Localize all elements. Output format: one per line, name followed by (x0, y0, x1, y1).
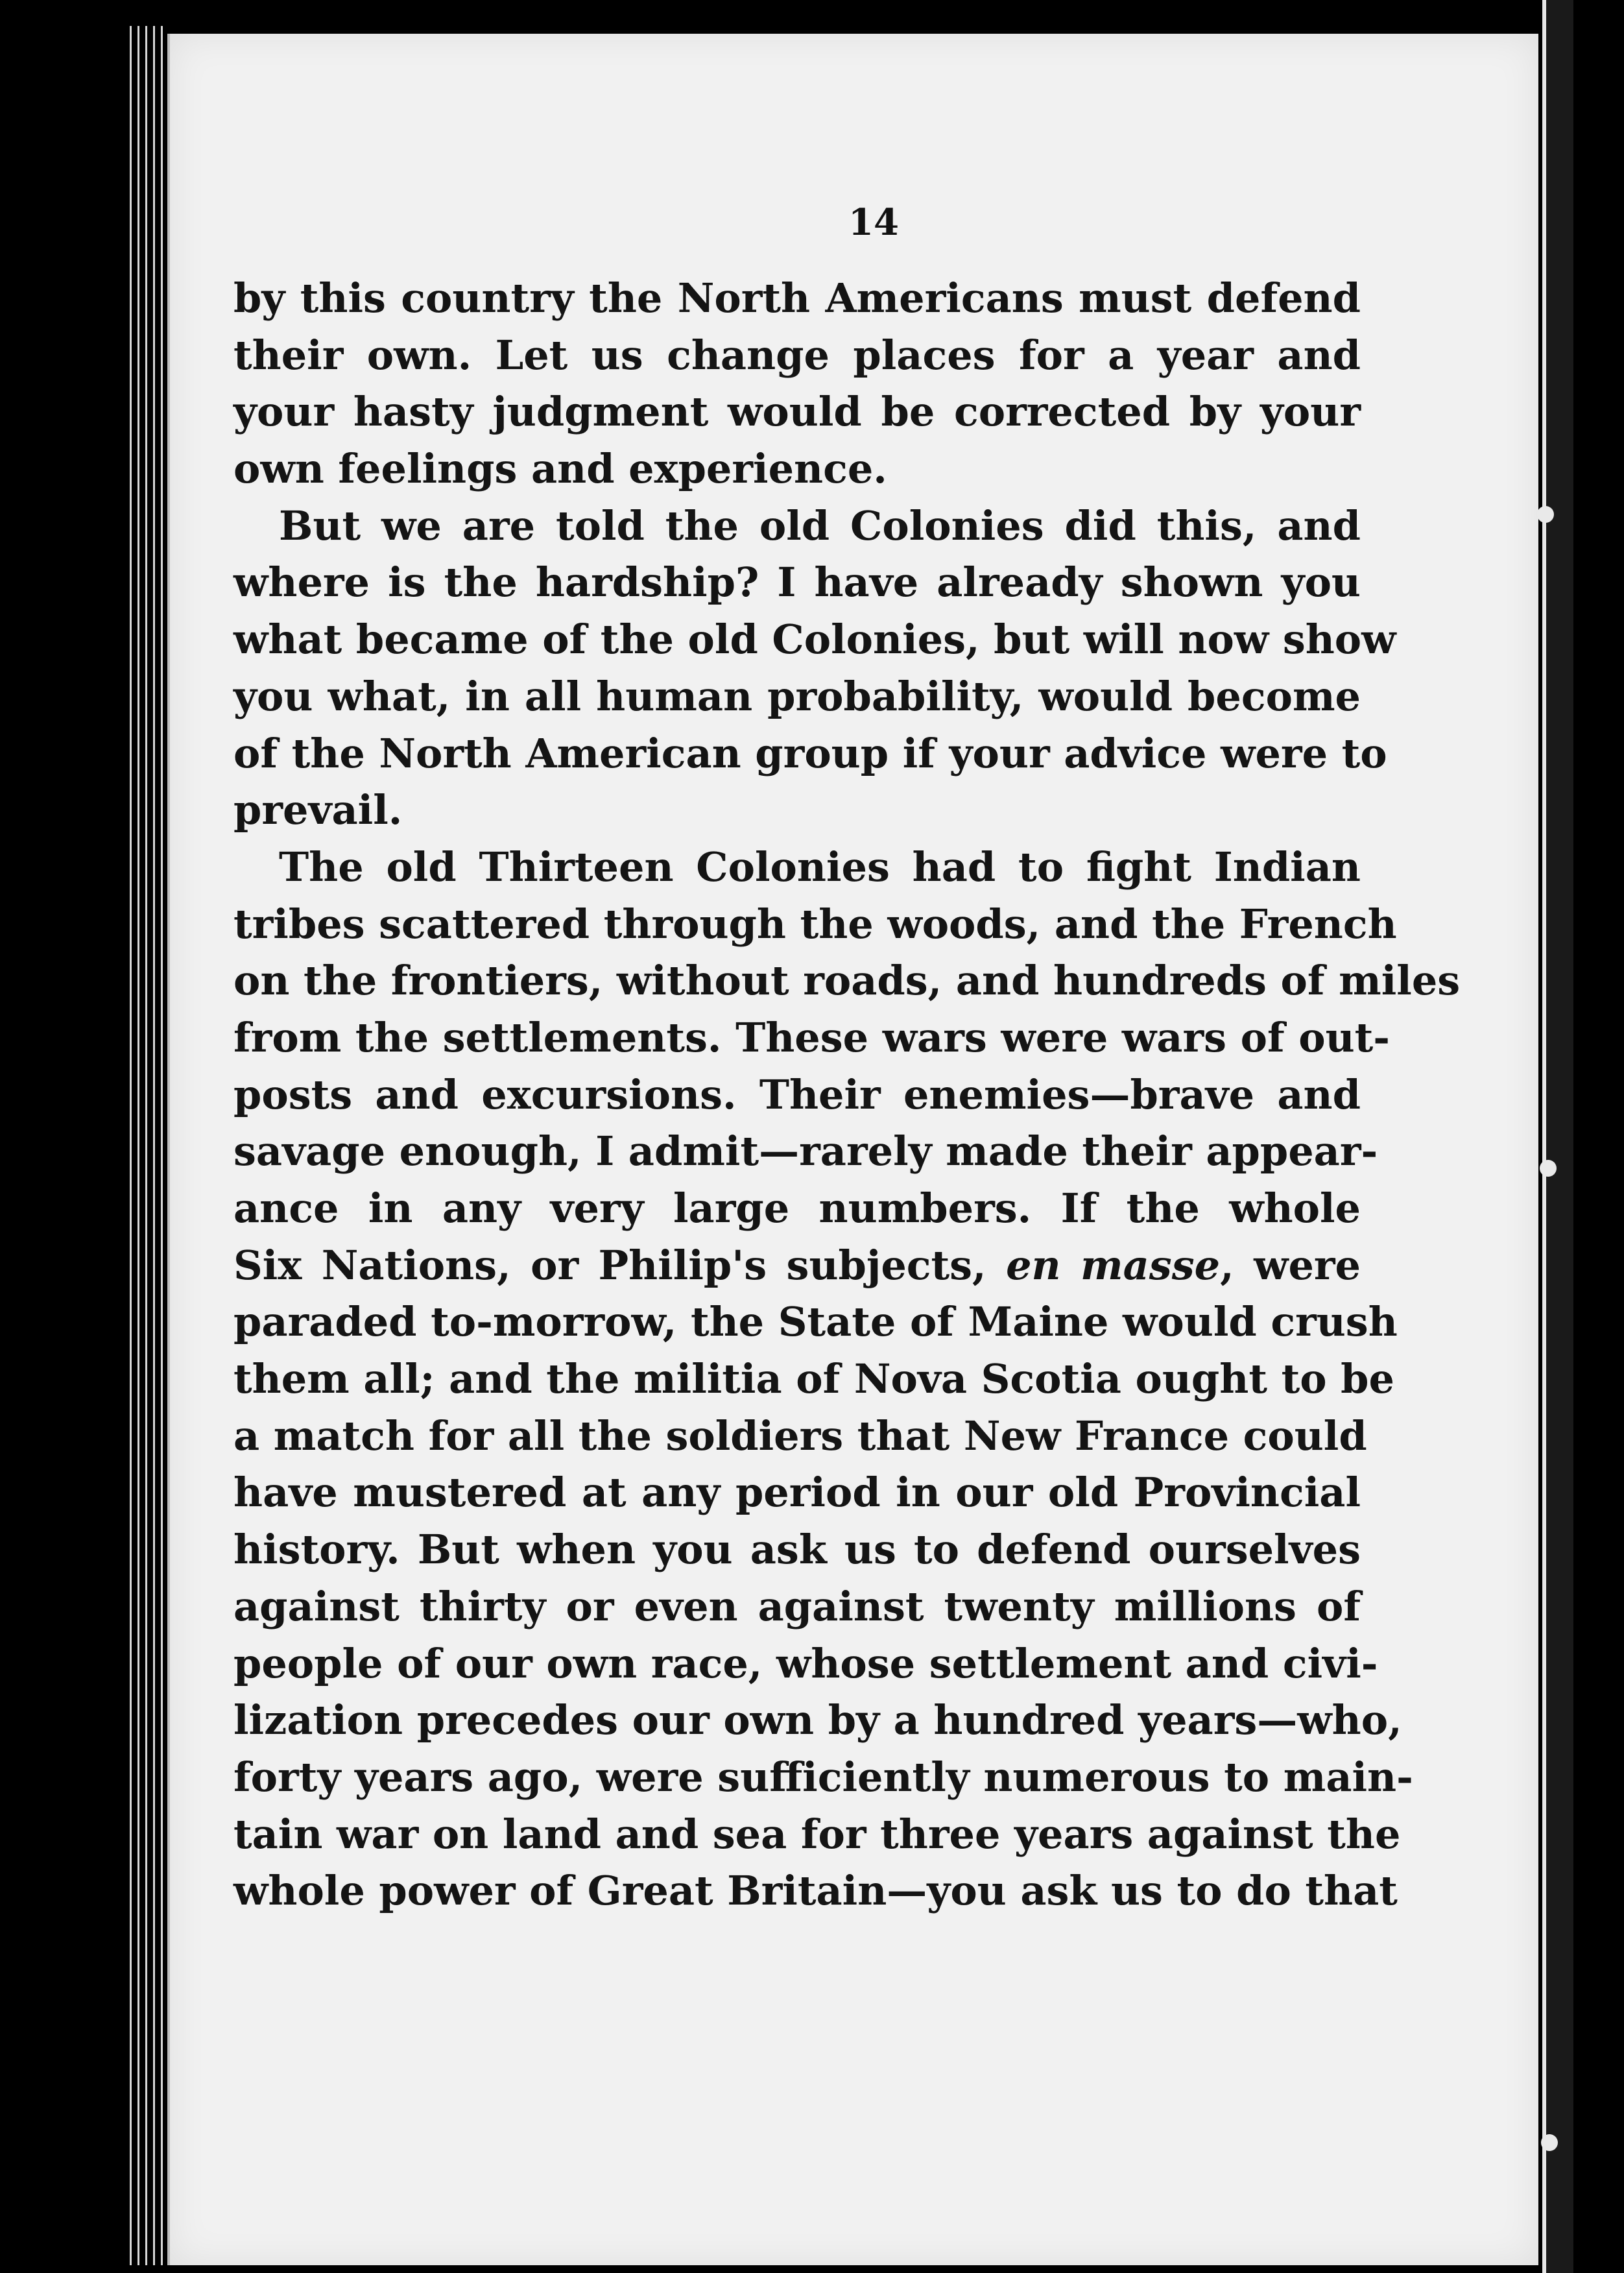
text-line: posts and excursions. Their enemies—brave and (233, 1070, 1361, 1118)
binding-hole (1537, 506, 1554, 523)
italic-phrase: en masse (1006, 1241, 1221, 1289)
text-line: people of our own race, whose settlement and civi- (233, 1639, 1378, 1687)
text-line-with-italic (233, 1237, 1361, 1294)
binding-hole (1541, 2134, 1558, 2151)
paragraph (233, 498, 1396, 839)
text-line: forty years ago, were sufficiently numerous to main- (233, 1753, 1413, 1801)
text-line: tribes scattered through the woods, and the French (233, 900, 1397, 948)
text-line: own feelings and experience. (233, 445, 887, 493)
text-line: by this country the North Americans must defend (233, 274, 1361, 322)
text-line: history. But when you ask us to defend ourselves (233, 1526, 1361, 1574)
text-line: have mustered at any period in our old Provincial (233, 1469, 1361, 1517)
text-line: you what, in all human probability, would become (233, 672, 1361, 720)
page-edge (161, 26, 163, 2265)
text-line: on the frontiers, without roads, and hundreds of miles (233, 957, 1461, 1005)
page-edge (153, 26, 155, 2265)
text-line: savage enough, I admit—rarely made their appear- (233, 1127, 1378, 1175)
paragraph (233, 270, 1361, 498)
text-line: whole power of Great Britain—you ask us to do that (233, 1867, 1398, 1915)
binding-hole (1540, 1160, 1557, 1177)
text-line: lization precedes our own by a hundred years—who, (233, 1696, 1402, 1744)
text-line: prevail. (233, 786, 403, 834)
text-run: Six Nations, or Philip's subjects, (233, 1241, 1007, 1289)
paragraph (233, 839, 1461, 1919)
page-number: 14 (848, 201, 899, 244)
text-line: what became of the old Colonies, but will now show (233, 616, 1396, 664)
text-line: your hasty judgment would be corrected by your (233, 388, 1361, 436)
text-line: against thirty or even against twenty millions of (233, 1582, 1361, 1630)
page-edge (137, 26, 139, 2265)
scan-border (1573, 0, 1624, 2273)
text-line: them all; and the militia of Nova Scotia ought to be (233, 1355, 1394, 1403)
text-line: of the North American group if your advice were to (233, 729, 1387, 777)
text-line: from the settlements. These wars were wars of out- (233, 1013, 1391, 1061)
page-edge (145, 26, 147, 2265)
text-run: , were (1220, 1241, 1361, 1289)
text-line: where is the hardship? I have already shown you (233, 559, 1361, 607)
page-edge (130, 26, 132, 2265)
text-line: ance in any very large numbers. If the whole (233, 1185, 1361, 1232)
text-line: their own. Let us change places for a year and (233, 331, 1361, 379)
binding-strip (1542, 0, 1573, 2273)
text-line: But we are told the old Colonies did this, and (279, 501, 1361, 549)
text-line: tain war on land and sea for three years against the (233, 1810, 1401, 1858)
text-line: a match for all the soldiers that New France could (233, 1412, 1367, 1460)
text-line: paraded to-morrow, the State of Maine would crush (233, 1298, 1398, 1346)
text-line: The old Thirteen Colonies had to fight Indian (279, 843, 1361, 891)
body-text (233, 270, 1461, 1919)
